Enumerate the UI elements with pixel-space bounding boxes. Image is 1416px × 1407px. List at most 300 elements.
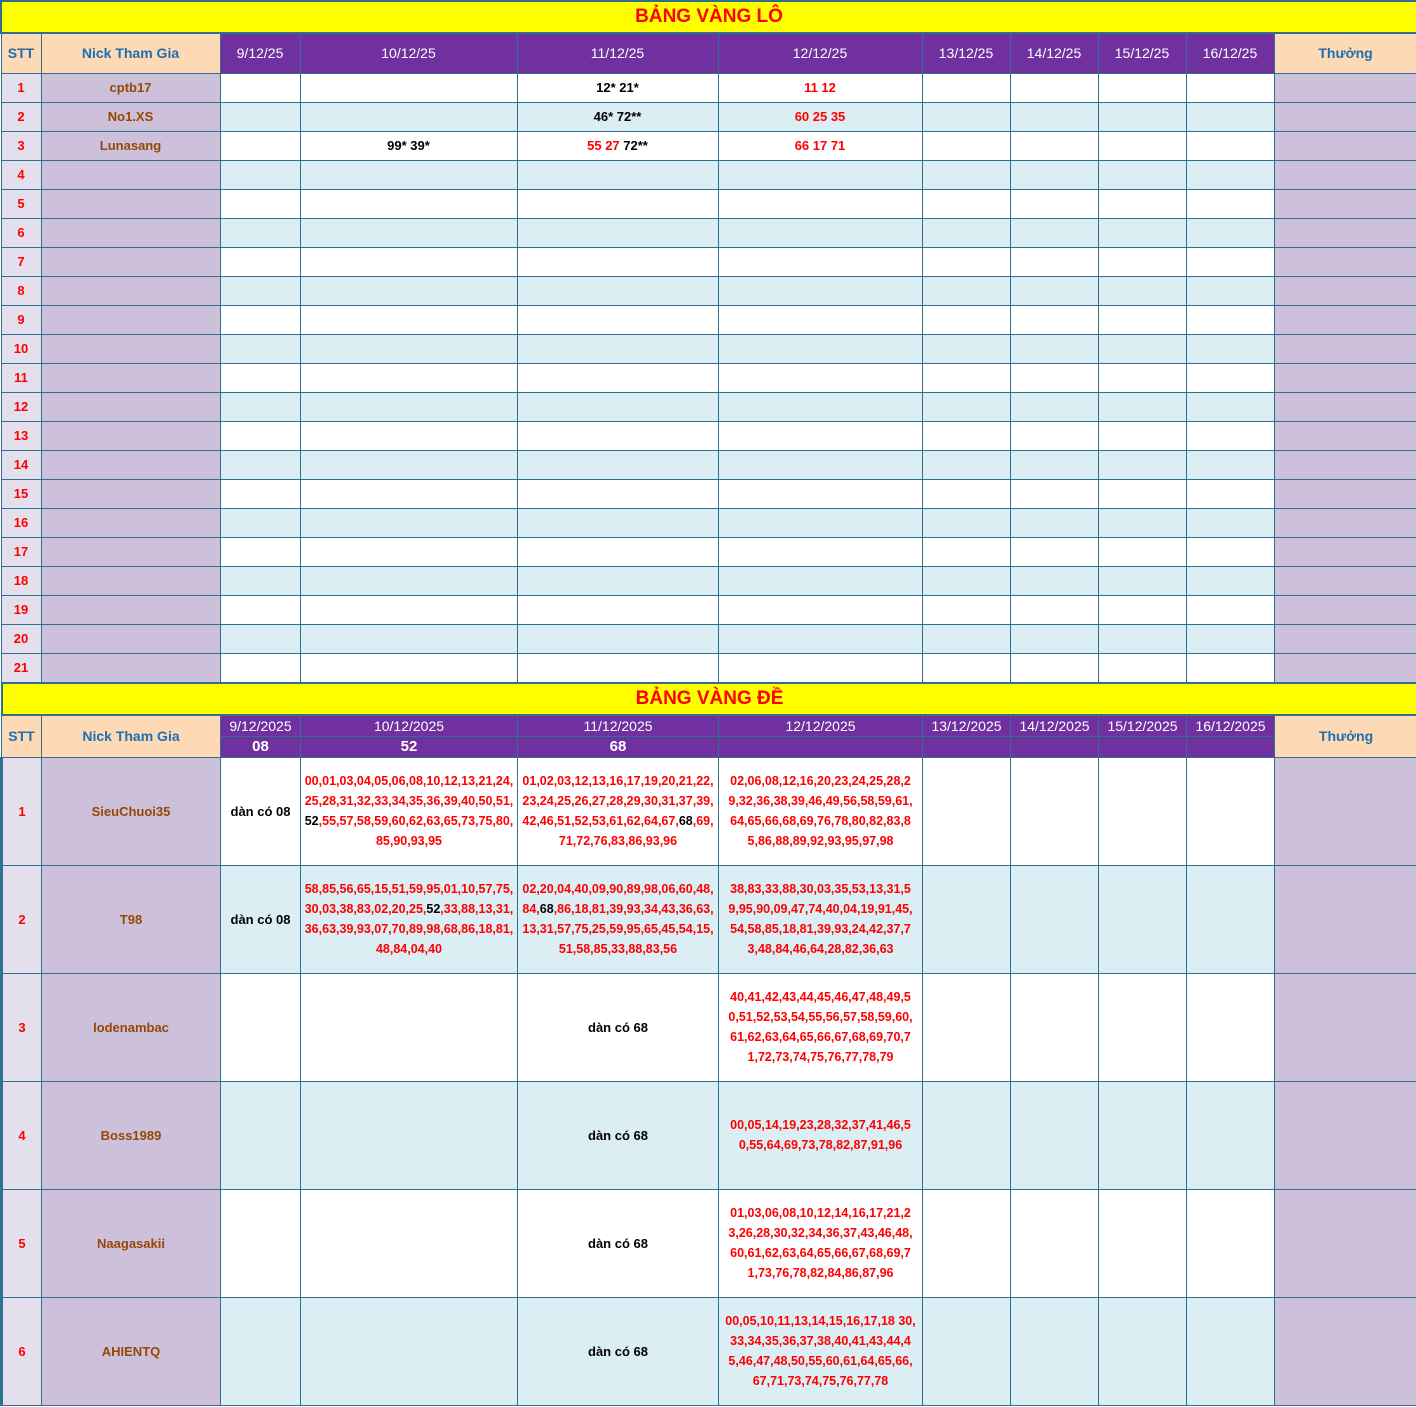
de-date-cell — [1011, 1189, 1099, 1297]
lo-date-cell — [517, 653, 718, 682]
lo-date-cell — [718, 653, 922, 682]
lo-date-cell — [1010, 218, 1098, 247]
row-nick — [41, 653, 220, 682]
de-date-cell — [301, 1081, 518, 1189]
lo-table-row — [1, 537, 1416, 566]
lo-date-cell — [300, 479, 517, 508]
de-date-cell — [719, 1081, 923, 1189]
de-date-cell — [923, 973, 1011, 1081]
lo-date-cell — [922, 624, 1010, 653]
de-header-date: 13/12/2025 — [923, 715, 1011, 736]
de-numbers: 00,05,10,11,13,14,15,16,17,18 30,33,34,35,36,37,38,40,41,43,44,45,46,47,48,50,55,60,61,64,65,66,67,71,73,74,75,76,77,78 — [725, 1314, 916, 1388]
lo-number-red: 55 27 — [587, 138, 624, 153]
lo-date-cell — [718, 363, 922, 392]
row-nick: SieuChuoi35 — [42, 757, 221, 865]
lo-date-cell — [300, 131, 517, 160]
row-stt: 4 — [1, 160, 41, 189]
row-stt: 1 — [1, 73, 41, 102]
lo-date-cell — [1186, 595, 1274, 624]
row-stt: 5 — [1, 189, 41, 218]
row-prize — [1274, 334, 1416, 363]
lo-table — [0, 0, 1416, 683]
de-date-cell — [923, 1081, 1011, 1189]
de-numbers: 58,85,56,65,15,51,59,95,01,10,57,75,30,03,38,83,02,20,25, — [304, 882, 514, 916]
lo-date-cell — [517, 392, 718, 421]
lo-date-cell — [517, 450, 718, 479]
lo-date-cell — [1098, 131, 1186, 160]
lo-date-cell — [718, 537, 922, 566]
lo-date-cell — [718, 73, 922, 102]
lo-date-cell — [718, 566, 922, 595]
lo-date-cell — [300, 450, 517, 479]
lo-date-cell — [517, 508, 718, 537]
lo-date-cell — [1186, 450, 1274, 479]
de-date-cell — [719, 757, 923, 865]
de-date-cell — [221, 1081, 301, 1189]
lo-date-cell — [220, 189, 300, 218]
de-date-cell — [301, 1297, 518, 1405]
de-date-cell — [923, 757, 1011, 865]
row-stt: 16 — [1, 508, 41, 537]
row-prize — [1274, 102, 1416, 131]
row-nick — [41, 276, 220, 305]
lo-date-cell — [922, 276, 1010, 305]
de-numbers: ,69,71,72,76,83,86,93,96 — [558, 814, 714, 848]
lo-date-cell — [300, 653, 517, 682]
lo-date-cell — [220, 218, 300, 247]
de-table-row — [2, 757, 1416, 865]
de-date-cell — [1099, 757, 1187, 865]
lo-date-cell — [718, 160, 922, 189]
lo-date-cell — [300, 305, 517, 334]
lo-date-cell — [1098, 276, 1186, 305]
lo-date-cell — [517, 363, 718, 392]
lo-date-cell — [1010, 102, 1098, 131]
lo-number-black: 72** — [623, 138, 648, 153]
lo-date-cell — [1010, 247, 1098, 276]
de-date-cell — [301, 973, 518, 1081]
row-stt: 2 — [2, 865, 42, 973]
row-nick — [41, 247, 220, 276]
lo-table-row — [1, 450, 1416, 479]
de-result-value — [923, 736, 1011, 757]
de-header-prize: Thưởng — [1275, 715, 1416, 757]
lo-date-cell — [1010, 479, 1098, 508]
lo-date-cell — [718, 508, 922, 537]
lo-date-cell — [1186, 305, 1274, 334]
row-stt: 9 — [1, 305, 41, 334]
lo-date-cell — [517, 189, 718, 218]
row-nick — [41, 160, 220, 189]
row-prize — [1274, 73, 1416, 102]
row-nick — [41, 537, 220, 566]
de-date-cell — [518, 1297, 719, 1405]
lo-date-cell — [1010, 363, 1098, 392]
lo-header-date: 15/12/25 — [1098, 33, 1186, 73]
de-hit-number: 52 — [426, 902, 441, 916]
lo-date-cell — [1010, 595, 1098, 624]
row-prize — [1274, 595, 1416, 624]
de-numbers: 40,41,42,43,44,45,46,47,48,49,50,51,52,53,54,55,56,57,58,59,60,61,62,63,64,65,66,67,68,69,70,71,72,73,74,75,76,77,78,79 — [728, 990, 913, 1064]
lo-date-cell — [922, 218, 1010, 247]
lo-date-cell — [220, 537, 300, 566]
lo-date-cell — [718, 305, 922, 334]
lo-number-black: 12* 21* — [596, 80, 639, 95]
lo-date-cell — [1010, 537, 1098, 566]
lo-date-cell — [220, 508, 300, 537]
lo-date-cell — [1186, 276, 1274, 305]
de-date-cell — [518, 757, 719, 865]
lo-date-cell — [718, 392, 922, 421]
lo-date-cell — [517, 276, 718, 305]
lo-date-cell — [922, 595, 1010, 624]
lo-date-cell — [1186, 247, 1274, 276]
de-date-cell — [301, 865, 518, 973]
row-prize — [1275, 1189, 1416, 1297]
lo-date-cell — [1098, 160, 1186, 189]
lo-date-cell — [220, 276, 300, 305]
row-stt: 20 — [1, 624, 41, 653]
lo-date-cell — [1098, 624, 1186, 653]
lo-date-cell — [517, 421, 718, 450]
lo-date-cell — [1186, 363, 1274, 392]
dan-note: dàn có 68 — [588, 1235, 648, 1251]
lo-header-date: 14/12/25 — [1010, 33, 1098, 73]
dan-note: dàn có 08 — [230, 911, 291, 927]
lo-date-cell — [1098, 73, 1186, 102]
de-header-date: 12/12/2025 — [719, 715, 923, 736]
lo-date-cell — [1186, 537, 1274, 566]
lo-date-cell — [1186, 479, 1274, 508]
row-nick — [41, 421, 220, 450]
de-date-cell — [1099, 1081, 1187, 1189]
lo-date-cell — [1186, 508, 1274, 537]
lo-date-cell — [1098, 305, 1186, 334]
lo-date-cell — [220, 363, 300, 392]
row-nick — [41, 595, 220, 624]
lo-table-title: BẢNG VÀNG LÔ — [1, 1, 1416, 33]
lo-date-cell — [1186, 189, 1274, 218]
lo-date-cell — [1186, 421, 1274, 450]
lo-date-cell — [517, 595, 718, 624]
de-header-date: 10/12/2025 — [301, 715, 518, 736]
row-prize — [1274, 160, 1416, 189]
de-date-cell — [1187, 973, 1275, 1081]
lo-date-cell — [1098, 479, 1186, 508]
lo-date-cell — [718, 334, 922, 363]
lo-date-cell — [922, 160, 1010, 189]
lo-date-cell — [1010, 624, 1098, 653]
row-prize — [1275, 973, 1416, 1081]
row-prize — [1274, 363, 1416, 392]
row-nick: cptb17 — [41, 73, 220, 102]
de-result-value: 68 — [518, 736, 719, 757]
de-numbers: 01,02,03,12,13,16,17,19,20,21,22,23,24,25,26,27,28,29,30,31,37,39,42,46,51,52,53,61,62,64,67, — [522, 774, 714, 828]
de-header-date: 11/12/2025 — [518, 715, 719, 736]
lo-header-date: 13/12/25 — [922, 33, 1010, 73]
lo-table-row — [1, 189, 1416, 218]
de-header-date: 16/12/2025 — [1187, 715, 1275, 736]
lo-date-cell — [517, 479, 718, 508]
lo-table-row — [1, 305, 1416, 334]
de-numbers: 02,06,08,12,16,20,23,24,25,28,29,32,36,38,39,46,49,56,58,59,61,64,65,66,68,69,76,78,80,82,83,85,86,88,89,92,93,95,97,98 — [728, 774, 913, 848]
de-numbers: ,55,57,58,59,60,62,63,65,73,75,80,85,90,93,95 — [318, 814, 514, 848]
lo-table-row — [1, 73, 1416, 102]
lo-date-cell — [922, 131, 1010, 160]
lo-date-cell — [922, 305, 1010, 334]
lo-table-row — [1, 566, 1416, 595]
lo-date-cell — [300, 334, 517, 363]
row-prize — [1274, 131, 1416, 160]
row-stt: 21 — [1, 653, 41, 682]
dan-note: dàn có 68 — [588, 1019, 648, 1035]
de-date-cell — [1187, 1297, 1275, 1405]
lo-date-cell — [220, 73, 300, 102]
row-stt: 3 — [2, 973, 42, 1081]
row-nick: lodenambac — [42, 973, 221, 1081]
lo-date-cell — [1098, 334, 1186, 363]
row-stt: 5 — [2, 1189, 42, 1297]
row-nick — [41, 392, 220, 421]
lo-date-cell — [1010, 160, 1098, 189]
row-prize — [1274, 653, 1416, 682]
row-prize — [1274, 218, 1416, 247]
lo-date-cell — [1010, 73, 1098, 102]
de-date-cell — [518, 1189, 719, 1297]
row-nick — [41, 218, 220, 247]
lo-date-cell — [1098, 247, 1186, 276]
lo-date-cell — [220, 479, 300, 508]
lo-date-cell — [718, 421, 922, 450]
row-prize — [1274, 421, 1416, 450]
lo-date-cell — [300, 160, 517, 189]
lo-date-cell — [1186, 392, 1274, 421]
lo-date-cell — [1098, 218, 1186, 247]
lo-date-cell — [517, 334, 718, 363]
lo-date-cell — [922, 421, 1010, 450]
de-numbers: 01,03,06,08,10,12,14,16,17,21,23,26,28,30,32,34,36,37,43,46,48,60,61,62,63,64,65,66,67,68,69,71,73,76,78,82,84,86,87,96 — [728, 1206, 913, 1280]
row-nick: Naagasakii — [42, 1189, 221, 1297]
lo-table-row — [1, 247, 1416, 276]
row-nick: AHIENTQ — [42, 1297, 221, 1405]
row-stt: 13 — [1, 421, 41, 450]
lo-date-cell — [1010, 508, 1098, 537]
lo-date-cell — [517, 218, 718, 247]
lo-date-cell — [1098, 566, 1186, 595]
lo-date-cell — [1098, 653, 1186, 682]
lo-date-cell — [922, 334, 1010, 363]
row-prize — [1274, 508, 1416, 537]
lo-date-cell — [220, 653, 300, 682]
row-nick — [41, 566, 220, 595]
lo-table-row — [1, 392, 1416, 421]
de-table-row — [2, 865, 1416, 973]
lo-table-row — [1, 102, 1416, 131]
lo-header-date: 10/12/25 — [300, 33, 517, 73]
row-nick: No1.XS — [41, 102, 220, 131]
row-stt: 7 — [1, 247, 41, 276]
lo-date-cell — [922, 508, 1010, 537]
de-date-cell — [1011, 1081, 1099, 1189]
lo-date-cell — [1186, 73, 1274, 102]
row-nick: T98 — [42, 865, 221, 973]
de-table — [0, 682, 1416, 1406]
dan-note: dàn có 68 — [588, 1127, 648, 1143]
row-prize — [1274, 276, 1416, 305]
lo-table-row — [1, 363, 1416, 392]
de-date-cell — [1099, 865, 1187, 973]
de-result-value — [719, 736, 923, 757]
lo-date-cell — [1098, 595, 1186, 624]
lo-date-cell — [1010, 450, 1098, 479]
row-stt: 2 — [1, 102, 41, 131]
lo-header-date: 9/12/25 — [220, 33, 300, 73]
de-date-cell — [1011, 757, 1099, 865]
row-stt: 19 — [1, 595, 41, 624]
lo-date-cell — [922, 653, 1010, 682]
lo-date-cell — [300, 421, 517, 450]
de-date-cell — [719, 973, 923, 1081]
de-date-cell — [221, 973, 301, 1081]
de-date-cell — [1099, 973, 1187, 1081]
de-numbers: 38,83,33,88,30,03,35,53,13,31,59,95,90,09,47,74,40,04,19,91,45,54,58,85,18,81,39,93,24,42,37,73,48,84,46,64,28,82,36,63 — [728, 882, 913, 956]
lo-date-cell — [1098, 537, 1186, 566]
de-header-stt: STT — [2, 715, 42, 757]
row-prize — [1274, 305, 1416, 334]
lo-date-cell — [1010, 334, 1098, 363]
lo-date-cell — [922, 102, 1010, 131]
de-date-cell — [1187, 1081, 1275, 1189]
lo-date-cell — [300, 189, 517, 218]
lo-table-row — [1, 218, 1416, 247]
lo-date-cell — [922, 566, 1010, 595]
de-date-cell — [221, 757, 301, 865]
lo-date-cell — [300, 566, 517, 595]
de-numbers: ,33,88,13,31,36,63,39,93,07,70,89,98,68,86,18,81,48,84,04,40 — [304, 902, 514, 956]
lo-date-cell — [517, 624, 718, 653]
de-hit-number: 52 — [304, 814, 319, 828]
row-prize — [1275, 1297, 1416, 1405]
row-stt: 11 — [1, 363, 41, 392]
lo-date-cell — [1010, 305, 1098, 334]
lo-date-cell — [922, 392, 1010, 421]
de-numbers: ,86,18,81,39,93,34,43,36,63,13,31,57,75,25,59,95,65,45,54,15,51,58,85,33,88,83,56 — [522, 902, 714, 956]
lo-date-cell — [1186, 102, 1274, 131]
lo-table-row — [1, 421, 1416, 450]
row-prize — [1274, 566, 1416, 595]
lo-date-cell — [220, 566, 300, 595]
lo-date-cell — [300, 508, 517, 537]
lo-header-date: 16/12/25 — [1186, 33, 1274, 73]
lo-date-cell — [220, 160, 300, 189]
lo-date-cell — [718, 479, 922, 508]
lo-date-cell — [300, 595, 517, 624]
lo-date-cell — [1010, 566, 1098, 595]
row-nick — [41, 305, 220, 334]
de-date-cell — [1011, 1297, 1099, 1405]
de-hit-number: 68 — [539, 902, 554, 916]
row-prize — [1274, 479, 1416, 508]
lo-date-cell — [718, 624, 922, 653]
lo-table-row — [1, 653, 1416, 682]
lo-number-black: 46* 72** — [593, 109, 642, 124]
de-date-cell — [923, 865, 1011, 973]
lo-date-cell — [517, 73, 718, 102]
lo-date-cell — [517, 247, 718, 276]
lo-date-cell — [1010, 392, 1098, 421]
lo-date-cell — [300, 392, 517, 421]
row-nick: Boss1989 — [42, 1081, 221, 1189]
lo-date-cell — [1098, 450, 1186, 479]
lo-date-cell — [1098, 508, 1186, 537]
lo-date-cell — [220, 595, 300, 624]
lo-date-cell — [1098, 189, 1186, 218]
lo-date-cell — [1186, 131, 1274, 160]
lo-header-date: 11/12/25 — [517, 33, 718, 73]
de-date-cell — [923, 1297, 1011, 1405]
row-stt: 12 — [1, 392, 41, 421]
lo-table-row — [1, 131, 1416, 160]
row-stt: 6 — [2, 1297, 42, 1405]
row-nick — [41, 624, 220, 653]
de-table-row — [2, 973, 1416, 1081]
de-hit-number: 68 — [678, 814, 693, 828]
de-result-value — [1099, 736, 1187, 757]
row-prize — [1274, 392, 1416, 421]
row-prize — [1275, 757, 1416, 865]
lo-date-cell — [517, 305, 718, 334]
row-prize — [1275, 865, 1416, 973]
lo-date-cell — [300, 218, 517, 247]
lo-date-cell — [718, 276, 922, 305]
de-header-nick: Nick Tham Gia — [42, 715, 221, 757]
row-nick — [41, 508, 220, 537]
de-date-cell — [1187, 757, 1275, 865]
lo-date-cell — [1186, 624, 1274, 653]
lo-header-prize: Thưởng — [1274, 33, 1416, 73]
row-stt: 1 — [2, 757, 42, 865]
de-numbers: 00,01,03,04,05,06,08,10,12,13,21,24,25,28,31,32,33,34,35,36,39,40,50,51, — [304, 774, 514, 808]
lo-date-cell — [922, 537, 1010, 566]
lo-date-cell — [517, 537, 718, 566]
de-date-cell — [1011, 865, 1099, 973]
lo-date-cell — [1010, 653, 1098, 682]
lo-date-cell — [1186, 653, 1274, 682]
lo-date-cell — [922, 189, 1010, 218]
lo-date-cell — [220, 450, 300, 479]
lo-date-cell — [220, 305, 300, 334]
row-nick — [41, 363, 220, 392]
lo-date-cell — [517, 160, 718, 189]
lo-date-cell — [922, 479, 1010, 508]
dan-note: dàn có 08 — [230, 803, 291, 819]
row-nick — [41, 479, 220, 508]
lo-number-black: 99* 39* — [387, 138, 430, 153]
de-date-cell — [518, 973, 719, 1081]
lo-date-cell — [1010, 276, 1098, 305]
lo-date-cell — [922, 450, 1010, 479]
lo-date-cell — [300, 247, 517, 276]
lo-date-cell — [300, 537, 517, 566]
lo-header-nick: Nick Tham Gia — [41, 33, 220, 73]
lo-table-row — [1, 160, 1416, 189]
lo-date-cell — [718, 247, 922, 276]
row-nick — [41, 450, 220, 479]
row-stt: 15 — [1, 479, 41, 508]
row-nick — [41, 334, 220, 363]
row-stt: 8 — [1, 276, 41, 305]
lo-date-cell — [1186, 566, 1274, 595]
